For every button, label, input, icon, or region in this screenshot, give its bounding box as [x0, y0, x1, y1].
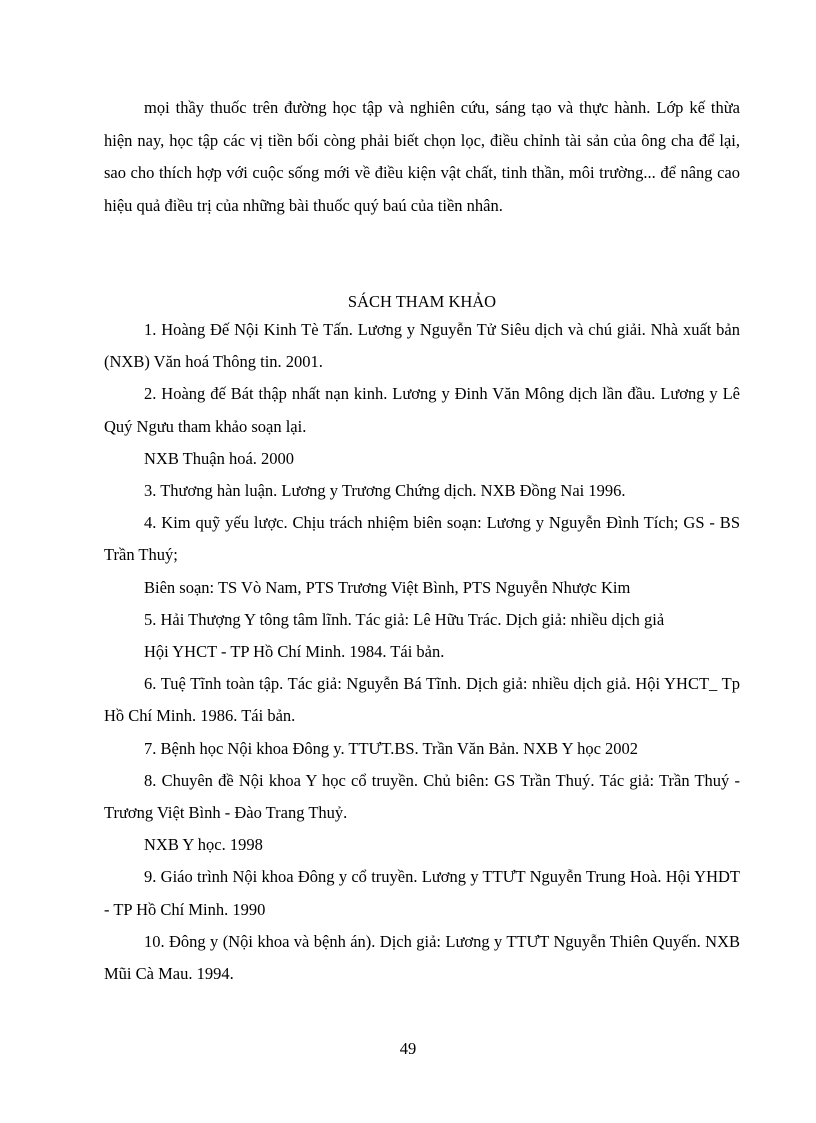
reference-item-2-publisher: NXB Thuận hoá. 2000 — [144, 448, 295, 468]
reference-item-2: 2. Hoàng đế Bát thập nhất nạn kinh. Lương y Đinh Văn Mông dịch lần đầu. Lương y Lê Quý Ngưu tham khảo soạn lại. — [104, 384, 740, 436]
reference-item-5: 5. Hải Thượng Y tông tâm lĩnh. Tác giả: Lê Hữu Trác. Dịch giả: nhiều dịch giả — [144, 609, 665, 629]
reference-item-4-editors: Biên soạn: TS Vò Nam, PTS Trương Việt Bình, PTS Nguyễn Nhược Kim — [144, 577, 631, 597]
page-number: 49 — [399, 1039, 417, 1058]
reference-item-1: 1. Hoàng Đế Nội Kinh Tè Tấn. Lương y Nguyễn Tử Siêu dịch và chú giải. Nhà xuất bản (NXB) Văn hoá Thông tin. 2001. — [104, 320, 740, 372]
reference-item-4: 4. Kim quỹ yếu lược. Chịu trách nhiệm biên soạn: Lương y Nguyễn Đình Tích; GS - BS Trần Thuý; — [104, 513, 740, 565]
reference-item-8: 8. Chuyên đề Nội khoa Y học cổ truyền. Chủ biên: GS Trần Thuý. Tác giả: Trần Thuý - Trương Việt Bình - Đào Trang Thuỷ. — [104, 770, 740, 823]
reference-item-7: 7. Bệnh học Nội khoa Đông y. TTƯT.BS. Trần Văn Bản. NXB Y học 2002 — [144, 738, 639, 758]
reference-item-10: 10. Đông y (Nội khoa và bệnh án). Dịch giả: Lương y TTƯT Nguyễn Thiên Quyến. NXB Mũi Cà Mau. 1994. — [104, 931, 740, 984]
reference-item-5-publisher: Hội YHCT - TP Hồ Chí Minh. 1984. Tái bản. — [144, 642, 445, 662]
reference-item-9: 9. Giáo trình Nội khoa Đông y cổ truyền. Lương y TTƯT Nguyễn Trung Hoà. Hội YHDT - TP Hồ Chí Minh. 1990 — [104, 867, 740, 919]
reference-item-8-publisher: NXB Y học. 1998 — [144, 835, 263, 855]
reference-item-6: 6. Tuệ Tĩnh toàn tập. Tác giả: Nguyễn Bá Tĩnh. Dịch giả: nhiều dịch giả. Hội YHCT_ Tp Hồ Chí Minh. 1986. Tái bản. — [104, 674, 740, 726]
reference-item-3: 3. Thương hàn luận. Lương y Trương Chứng dịch. NXB Đồng Nai 1996. — [144, 481, 626, 501]
references-title: SÁCH THAM KHẢO — [347, 292, 497, 311]
intro-paragraph: mọi thầy thuốc trên đường học tập và nghiên cứu, sáng tạo và thực hành. Lớp kế thừa hiện nay, học tập các vị tiền bối còng phải biết chọn lọc, điều chỉnh tài sản của ông cha để lại, sao cho thích hợp với cuộc sống mới về điều kiện vật chất, tinh thần, môi trường... để nâng cao hiệu quả điều trị của những bài thuốc quý baú của tiền nhân. — [104, 98, 740, 215]
references-list — [104, 314, 740, 990]
